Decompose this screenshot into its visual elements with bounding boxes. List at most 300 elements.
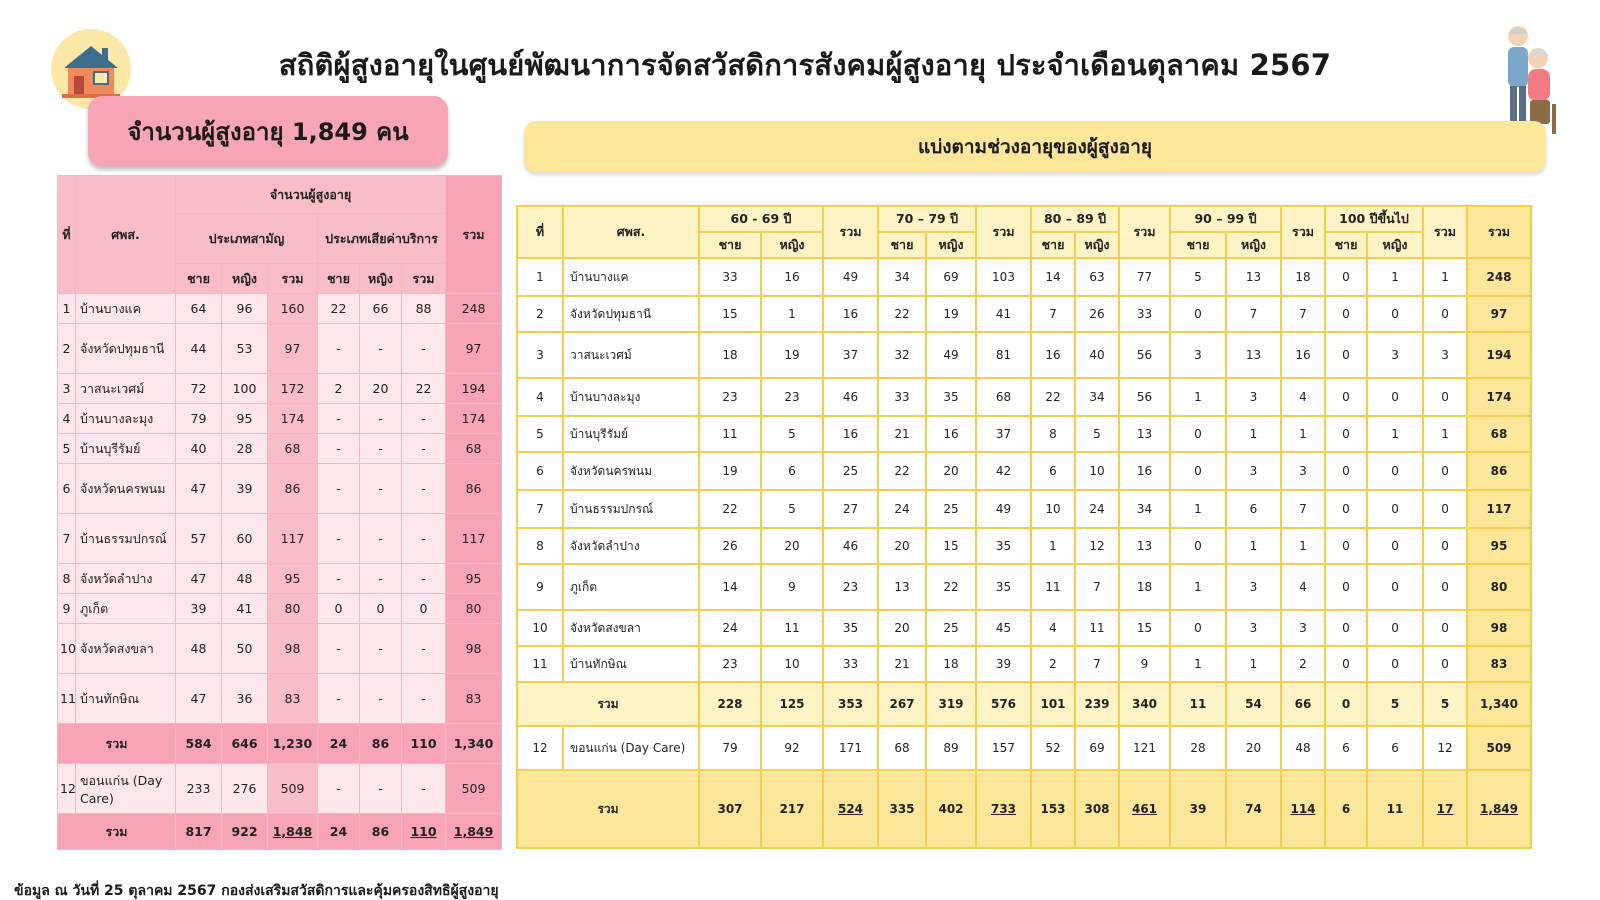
cell: 100 [222, 374, 268, 404]
cell: 34 [1075, 378, 1119, 416]
cell: 63 [1075, 258, 1119, 296]
left-subtotal-row [58, 724, 502, 764]
cell: 32 [878, 332, 926, 378]
cell: 66 [360, 294, 402, 324]
right-table-row [517, 452, 1531, 490]
cell: 60 [222, 514, 268, 564]
cell: 98 [446, 624, 502, 674]
cell: 39 [222, 464, 268, 514]
cell: 239 [1075, 682, 1119, 726]
cell: 171 [823, 726, 878, 770]
cell: 40 [176, 434, 222, 464]
cell: 3 [1281, 610, 1325, 646]
cell: 307 [699, 770, 761, 848]
cell: 9 [1119, 646, 1170, 682]
cell: 25 [823, 452, 878, 490]
row-no: 11 [517, 646, 563, 682]
cell: 3 [1281, 452, 1325, 490]
cell: 3 [1226, 610, 1281, 646]
center-name: จังหวัดนครพนม [76, 464, 176, 514]
cell: 4 [1031, 610, 1075, 646]
cell: 16 [1031, 332, 1075, 378]
cell: 110 [402, 724, 446, 764]
cell: 7 [1281, 490, 1325, 528]
cell: 24 [318, 724, 360, 764]
cell: 353 [823, 682, 878, 726]
left-header-paid-sum: รวม [402, 264, 446, 294]
right-header-age-100-plus: 100 ปีขึ้นไป [1325, 206, 1423, 232]
cell: 7 [1226, 296, 1281, 332]
cell: 0 [1367, 528, 1423, 564]
row-no: 4 [58, 404, 76, 434]
cell: 0 [1423, 490, 1467, 528]
cell: 26 [1075, 296, 1119, 332]
cell: 248 [446, 294, 502, 324]
cell: 0 [1325, 528, 1367, 564]
center-name: ขอนแก่น (Day Care) [563, 726, 699, 770]
cell: - [318, 564, 360, 594]
right-header-male: ชาย [878, 232, 926, 258]
cell: 3 [1226, 378, 1281, 416]
cell: 11 [699, 416, 761, 452]
cell: 174 [446, 404, 502, 434]
left-header-total: รวม [446, 176, 502, 294]
left-header-no: ที่ [58, 176, 76, 294]
center-name: บ้านทักษิณ [563, 646, 699, 682]
cell: 0 [1170, 416, 1226, 452]
cell: - [360, 624, 402, 674]
cell: 0 [1367, 646, 1423, 682]
left-table-row [58, 404, 502, 434]
cell: 15 [926, 528, 976, 564]
left-table-row [58, 594, 502, 624]
cell: 0 [1170, 296, 1226, 332]
cell: - [360, 404, 402, 434]
cell: 83 [1467, 646, 1531, 682]
cell: 3 [1226, 452, 1281, 490]
cell: 13 [1119, 416, 1170, 452]
cell: 6 [1325, 770, 1367, 848]
cell: 1 [1170, 490, 1226, 528]
right-table-row [517, 296, 1531, 332]
center-name: จังหวัดลำปาง [563, 528, 699, 564]
cell: - [402, 514, 446, 564]
cell: 13 [878, 564, 926, 610]
cell: 33 [1119, 296, 1170, 332]
cell: 524 [823, 770, 878, 848]
center-name: จังหวัดนครพนม [563, 452, 699, 490]
cell: - [360, 324, 402, 374]
right-header-male: ชาย [1170, 232, 1226, 258]
cell: 157 [976, 726, 1031, 770]
total-elderly-banner: จำนวนผู้สูงอายุ 1,849 คน [88, 96, 448, 166]
cell: 44 [176, 324, 222, 374]
cell: 11 [1075, 610, 1119, 646]
cell: 1 [1281, 528, 1325, 564]
cell: 1 [1170, 378, 1226, 416]
cell: 4 [1281, 564, 1325, 610]
cell: 0 [1325, 378, 1367, 416]
cell: 0 [1325, 258, 1367, 296]
cell: 95 [268, 564, 318, 594]
cell: 18 [1119, 564, 1170, 610]
cell: 86 [360, 724, 402, 764]
cell: 18 [699, 332, 761, 378]
cell: 25 [926, 490, 976, 528]
sum-label: รวม [58, 814, 176, 850]
cell: 16 [761, 258, 823, 296]
cell: 41 [222, 594, 268, 624]
cell: 80 [446, 594, 502, 624]
cell: 576 [976, 682, 1031, 726]
cell: - [318, 764, 360, 814]
cell: 1 [1031, 528, 1075, 564]
cell: 0 [1367, 490, 1423, 528]
cell: 25 [926, 610, 976, 646]
cell: 340 [1119, 682, 1170, 726]
center-name: บ้านบางแค [76, 294, 176, 324]
cell: 1,230 [268, 724, 318, 764]
cell: 461 [1119, 770, 1170, 848]
right-header-female: หญิง [1226, 232, 1281, 258]
left-header-paid-male: ชาย [318, 264, 360, 294]
cell: 86 [268, 464, 318, 514]
cell: 0 [1170, 610, 1226, 646]
cell: 16 [823, 416, 878, 452]
center-name: บ้านธรรมปกรณ์ [76, 514, 176, 564]
row-no: 2 [517, 296, 563, 332]
cell: 0 [1423, 528, 1467, 564]
cell: 12 [1075, 528, 1119, 564]
cell: 68 [446, 434, 502, 464]
right-header-male: ชาย [699, 232, 761, 258]
cell: 114 [1281, 770, 1325, 848]
cell: 97 [1467, 296, 1531, 332]
cell: 922 [222, 814, 268, 850]
right-header-no: ที่ [517, 206, 563, 258]
right-header-age-60-69: 60 - 69 ปี [699, 206, 823, 232]
cell: 56 [1119, 378, 1170, 416]
cell: 117 [268, 514, 318, 564]
center-name: บ้านบางละมุง [76, 404, 176, 434]
cell: - [360, 434, 402, 464]
cell: 172 [268, 374, 318, 404]
cell: 319 [926, 682, 976, 726]
cell: 47 [176, 674, 222, 724]
cell: 103 [976, 258, 1031, 296]
row-no: 7 [517, 490, 563, 528]
cell: 16 [1119, 452, 1170, 490]
left-table-row [58, 464, 502, 514]
left-header-paid: ประเภทเสียค่าบริการ [318, 214, 446, 264]
cell: 22 [926, 564, 976, 610]
cell: - [402, 564, 446, 594]
cell: - [318, 514, 360, 564]
cell: 80 [268, 594, 318, 624]
cell: 11 [1170, 682, 1226, 726]
cell: - [360, 464, 402, 514]
center-name: จังหวัดสงขลา [563, 610, 699, 646]
cell: - [318, 324, 360, 374]
cell: 0 [1423, 452, 1467, 490]
cell: 0 [1325, 682, 1367, 726]
cell: 117 [446, 514, 502, 564]
cell: - [402, 764, 446, 814]
cell: 83 [268, 674, 318, 724]
right-header-age-80-89: 80 – 89 ปี [1031, 206, 1119, 232]
cell: - [402, 674, 446, 724]
cell: 10 [761, 646, 823, 682]
cell: 33 [699, 258, 761, 296]
cell: 18 [926, 646, 976, 682]
center-name: ภูเก็ต [563, 564, 699, 610]
cell: 8 [1031, 416, 1075, 452]
left-table-row [58, 564, 502, 594]
cell: 92 [761, 726, 823, 770]
cell: 52 [1031, 726, 1075, 770]
cell: 13 [1226, 258, 1281, 296]
right-header-sum: รวม [1423, 206, 1467, 258]
cell: 1,340 [1467, 682, 1531, 726]
cell: 37 [976, 416, 1031, 452]
row-no: 6 [517, 452, 563, 490]
cell: 1 [1226, 528, 1281, 564]
cell: 69 [926, 258, 976, 296]
cell: 509 [446, 764, 502, 814]
cell: 47 [176, 464, 222, 514]
cell: 5 [761, 490, 823, 528]
center-name: วาสนะเวศม์ [76, 374, 176, 404]
left-table-row [58, 514, 502, 564]
cell: - [360, 764, 402, 814]
cell: 1 [1226, 646, 1281, 682]
cell: 22 [1031, 378, 1075, 416]
center-name: วาสนะเวศม์ [563, 332, 699, 378]
cell: 0 [1423, 646, 1467, 682]
right-table-row [517, 610, 1531, 646]
cell: 77 [1119, 258, 1170, 296]
cell: 15 [1119, 610, 1170, 646]
left-header-center: ศพส. [76, 176, 176, 294]
cell: 194 [446, 374, 502, 404]
cell: 1 [1367, 258, 1423, 296]
cell: 22 [699, 490, 761, 528]
cell: 509 [1467, 726, 1531, 770]
row-no: 6 [58, 464, 76, 514]
cell: 48 [222, 564, 268, 594]
cell: 110 [402, 814, 446, 850]
cell: 1 [1367, 416, 1423, 452]
cell: 42 [976, 452, 1031, 490]
cell: 817 [176, 814, 222, 850]
cell: 86 [1467, 452, 1531, 490]
cell: - [402, 404, 446, 434]
cell: 194 [1467, 332, 1531, 378]
cell: 0 [1325, 416, 1367, 452]
row-no: 8 [58, 564, 76, 594]
elderly-type-table [57, 175, 502, 850]
cell: 21 [878, 646, 926, 682]
cell: 34 [1119, 490, 1170, 528]
cell: 18 [1281, 258, 1325, 296]
cell: 19 [926, 296, 976, 332]
cell: - [402, 464, 446, 514]
cell: 11 [761, 610, 823, 646]
cell: 20 [878, 610, 926, 646]
center-name: บ้านบางละมุง [563, 378, 699, 416]
cell: 1,340 [446, 724, 502, 764]
cell: 26 [699, 528, 761, 564]
cell: 33 [878, 378, 926, 416]
cell: 22 [878, 452, 926, 490]
cell: - [318, 674, 360, 724]
cell: - [318, 434, 360, 464]
cell: 23 [699, 378, 761, 416]
cell: 1,849 [1467, 770, 1531, 848]
cell: 20 [360, 374, 402, 404]
left-header-general-sum: รวม [268, 264, 318, 294]
right-total-row [517, 682, 1531, 726]
cell: 86 [360, 814, 402, 850]
cell: 68 [878, 726, 926, 770]
cell: 0 [360, 594, 402, 624]
cell: 308 [1075, 770, 1119, 848]
cell: 2 [1031, 646, 1075, 682]
cell: 49 [926, 332, 976, 378]
cell: 5 [761, 416, 823, 452]
cell: 1 [1170, 646, 1226, 682]
left-row-daycare [58, 764, 502, 814]
row-no: 5 [517, 416, 563, 452]
left-table-row [58, 374, 502, 404]
cell: 45 [976, 610, 1031, 646]
row-no: 2 [58, 324, 76, 374]
right-header-sum: รวม [1281, 206, 1325, 258]
cell: 7 [1031, 296, 1075, 332]
cell: 0 [1423, 378, 1467, 416]
cell: 48 [176, 624, 222, 674]
cell: 37 [823, 332, 878, 378]
cell: 68 [976, 378, 1031, 416]
cell: 153 [1031, 770, 1075, 848]
cell: 79 [176, 404, 222, 434]
row-no: 11 [58, 674, 76, 724]
cell: 160 [268, 294, 318, 324]
cell: 83 [446, 674, 502, 724]
cell: - [360, 564, 402, 594]
cell: 20 [878, 528, 926, 564]
center-name: ภูเก็ต [76, 594, 176, 624]
cell: 125 [761, 682, 823, 726]
cell: 20 [1226, 726, 1281, 770]
cell: 0 [1423, 296, 1467, 332]
left-table-row [58, 294, 502, 324]
right-header-female: หญิง [761, 232, 823, 258]
cell: 35 [926, 378, 976, 416]
cell: 49 [976, 490, 1031, 528]
cell: 56 [1119, 332, 1170, 378]
cell: 96 [222, 294, 268, 324]
left-table-row [58, 324, 502, 374]
cell: 0 [1325, 610, 1367, 646]
right-header-female: หญิง [1075, 232, 1119, 258]
cell: 28 [222, 434, 268, 464]
cell: 2 [1281, 646, 1325, 682]
cell: - [402, 324, 446, 374]
cell: 101 [1031, 682, 1075, 726]
cell: 11 [1031, 564, 1075, 610]
row-no: 1 [58, 294, 76, 324]
cell: 89 [926, 726, 976, 770]
cell: 0 [1325, 452, 1367, 490]
left-header-paid-female: หญิง [360, 264, 402, 294]
cell: 9 [761, 564, 823, 610]
left-header-general-female: หญิง [222, 264, 268, 294]
cell: 1 [1170, 564, 1226, 610]
cell: 0 [1423, 610, 1467, 646]
cell: 5 [1367, 682, 1423, 726]
cell: 54 [1226, 682, 1281, 726]
cell: 1 [1226, 416, 1281, 452]
cell: 12 [1423, 726, 1467, 770]
cell: 57 [176, 514, 222, 564]
cell: 0 [1367, 564, 1423, 610]
cell: 21 [878, 416, 926, 452]
cell: 27 [823, 490, 878, 528]
row-no: 7 [58, 514, 76, 564]
cell: 217 [761, 770, 823, 848]
cell: 174 [268, 404, 318, 434]
cell: 509 [268, 764, 318, 814]
center-name: บ้านบุรีรัมย์ [563, 416, 699, 452]
page-title: สถิติผู้สูงอายุในศูนย์พัฒนาการจัดสวัสดิการสังคมผู้สูงอายุ ประจำเดือนตุลาคม 2567 [278, 48, 1332, 82]
cell: 2 [318, 374, 360, 404]
cell: 23 [823, 564, 878, 610]
cell: 17 [1423, 770, 1467, 848]
cell: 646 [222, 724, 268, 764]
cell: 98 [1467, 610, 1531, 646]
cell: 64 [176, 294, 222, 324]
cell: 1 [761, 296, 823, 332]
cell: 0 [1325, 646, 1367, 682]
cell: 0 [1170, 452, 1226, 490]
data-source-note: ข้อมูล ณ วันที่ 25 ตุลาคม 2567 กองส่งเสริมสวัสดิการและคุ้มครองสิทธิผู้สูงอายุ [14, 883, 499, 899]
row-no: 8 [517, 528, 563, 564]
cell: 1 [1423, 416, 1467, 452]
right-header-male: ชาย [1031, 232, 1075, 258]
row-no: 9 [517, 564, 563, 610]
cell: 98 [268, 624, 318, 674]
cell: 86 [446, 464, 502, 514]
cell: 24 [878, 490, 926, 528]
cell: 7 [1075, 564, 1119, 610]
cell: 233 [176, 764, 222, 814]
cell: 0 [318, 594, 360, 624]
cell: 24 [1075, 490, 1119, 528]
cell: - [402, 624, 446, 674]
cell: 0 [1367, 378, 1423, 416]
cell: 276 [222, 764, 268, 814]
cell: 35 [976, 564, 1031, 610]
cell: 3 [1226, 564, 1281, 610]
right-table-row [517, 726, 1531, 770]
cell: 10 [1031, 490, 1075, 528]
cell: 6 [1367, 726, 1423, 770]
cell: 95 [1467, 528, 1531, 564]
right-header-female: หญิง [926, 232, 976, 258]
right-table-row [517, 564, 1531, 610]
right-header-age-70-79: 70 – 79 ปี [878, 206, 976, 232]
